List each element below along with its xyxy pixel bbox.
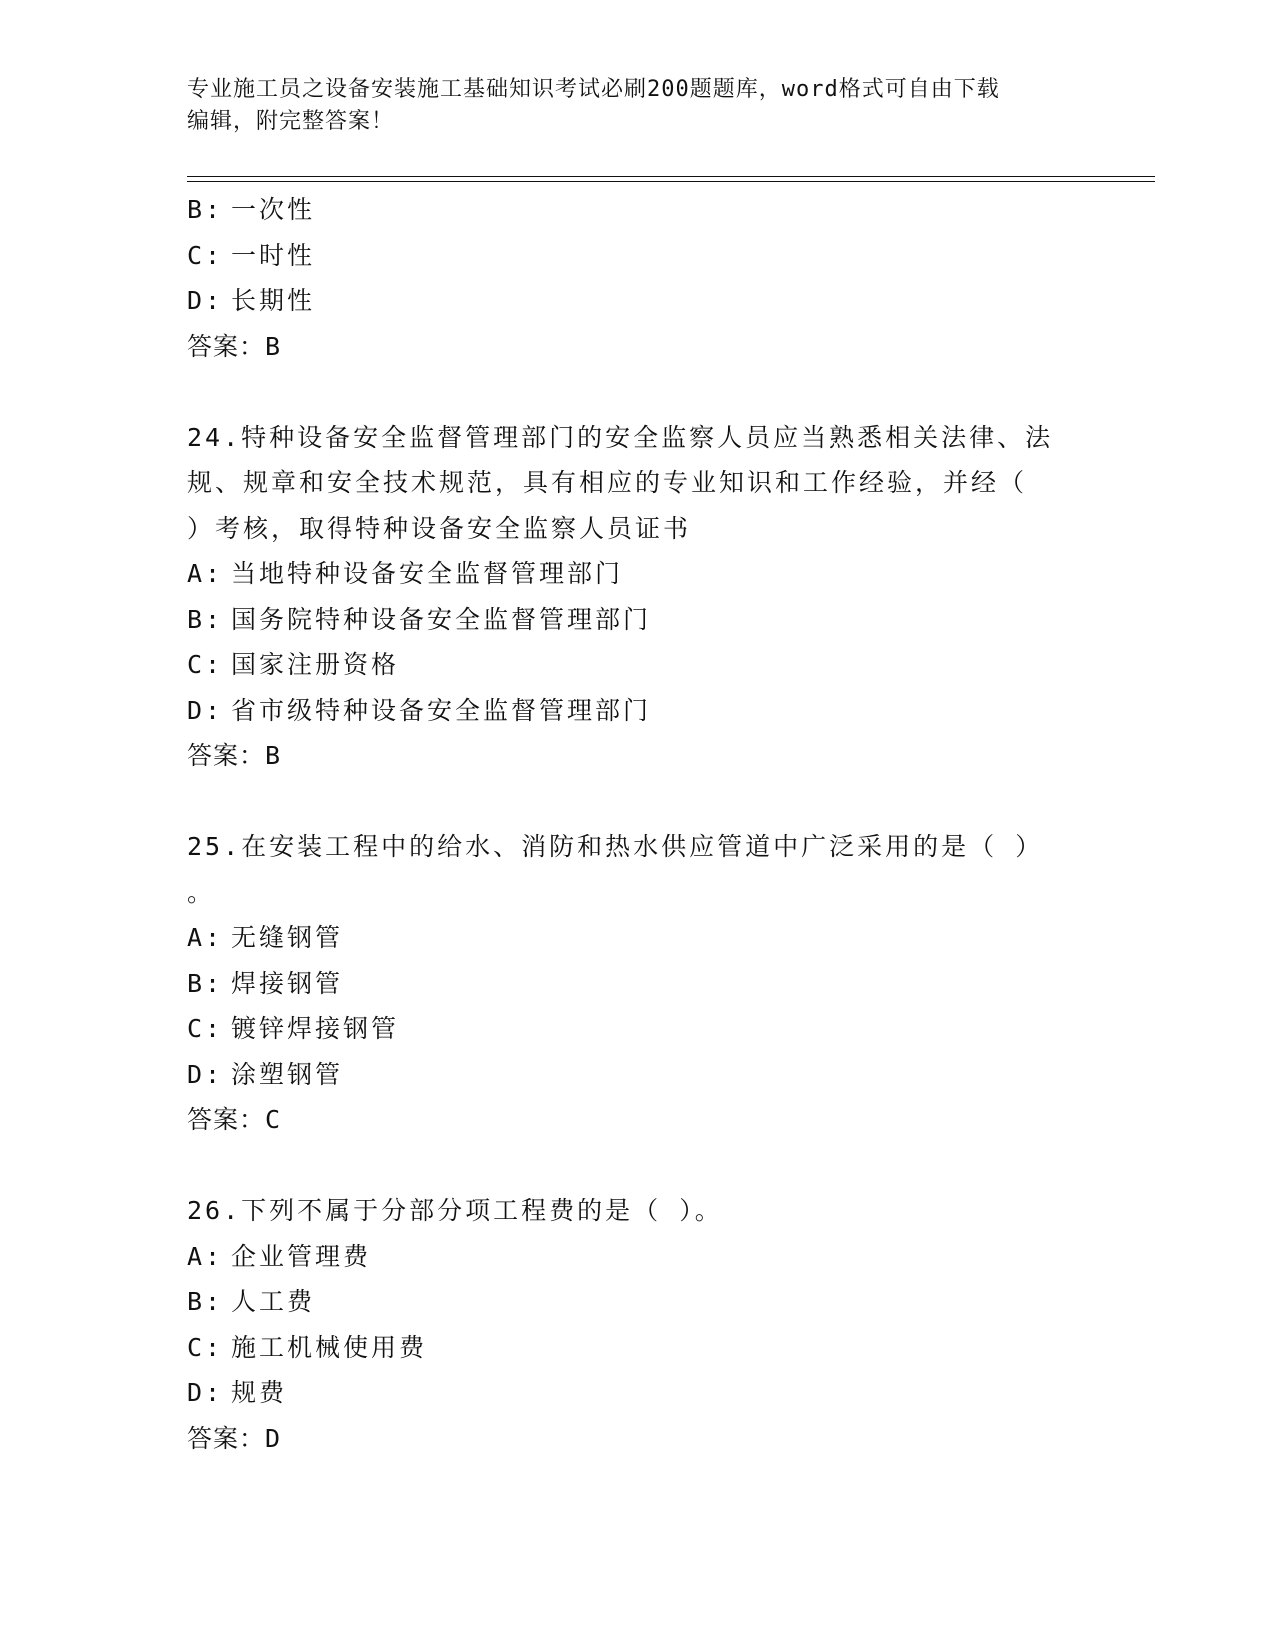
option-text: 施工机械使用费 <box>231 1332 428 1362</box>
answer-option <box>187 597 1087 643</box>
answer-option <box>187 915 1087 961</box>
answer-option <box>187 278 1087 324</box>
option-key: A: <box>187 559 224 588</box>
answer-option <box>187 688 1087 734</box>
option-key: B: <box>187 604 224 634</box>
option-key: D: <box>187 286 224 315</box>
question-block <box>187 824 1087 1143</box>
question-stem-line: 。 <box>187 877 216 907</box>
answer-option <box>187 1234 1087 1280</box>
document-header <box>187 74 1067 138</box>
option-key: C: <box>187 1332 224 1362</box>
option-text: 国务院特种设备安全监督管理部门 <box>231 604 652 634</box>
option-key: D: <box>187 1059 224 1089</box>
question-block <box>187 415 1087 779</box>
option-text: 一次性 <box>231 195 316 224</box>
question-spacer <box>187 779 1087 825</box>
option-key: A: <box>187 1241 224 1271</box>
question-spacer <box>187 369 1087 415</box>
answer-line: 答案：B <box>187 741 282 770</box>
option-key: C: <box>187 240 224 270</box>
question-spacer <box>187 1143 1087 1189</box>
answer-option <box>187 1279 1087 1325</box>
question-stem-line: 规、规章和安全技术规范，具有相应的专业知识和工作经验，并经（ <box>187 468 1028 497</box>
answer-option <box>187 642 1087 688</box>
answer-line: 答案：C <box>187 1105 282 1134</box>
option-text: 企业管理费 <box>231 1241 372 1271</box>
option-key: B: <box>187 1287 224 1316</box>
option-text: 国家注册资格 <box>231 650 400 679</box>
option-text: 涂塑钢管 <box>231 1059 344 1089</box>
question-list <box>187 187 1087 1461</box>
option-text: 焊接钢管 <box>231 968 344 998</box>
option-text: 一时性 <box>231 240 316 270</box>
answer-option <box>187 1370 1087 1416</box>
answer-option <box>187 961 1087 1007</box>
option-key: D: <box>187 1378 224 1407</box>
answer-option <box>187 1006 1087 1052</box>
option-text: 长期性 <box>231 286 316 315</box>
option-key: C: <box>187 650 224 679</box>
answer-option <box>187 1325 1087 1371</box>
question-block <box>187 1188 1087 1461</box>
answer-line: 答案：D <box>187 1423 282 1453</box>
answer-option <box>187 233 1087 279</box>
answer-line: 答案：B <box>187 331 282 361</box>
option-key: A: <box>187 923 224 952</box>
answer-option <box>187 1052 1087 1098</box>
answer-option <box>187 187 1087 233</box>
option-text: 省市级特种设备安全监督管理部门 <box>231 695 652 725</box>
option-text: 人工费 <box>231 1287 316 1316</box>
option-key: B: <box>187 968 224 998</box>
option-text: 当地特种设备安全监督管理部门 <box>231 559 624 588</box>
header-divider-bottom <box>187 181 1155 182</box>
option-key: C: <box>187 1014 224 1043</box>
question-stem-line: 25.在安装工程中的给水、消防和热水供应管道中广泛采用的是（ ） <box>187 832 1044 861</box>
option-text: 规费 <box>231 1378 288 1407</box>
option-text: 无缝钢管 <box>231 923 344 952</box>
header-divider-top <box>187 176 1155 177</box>
question-stem-line: 26.下列不属于分部分项工程费的是（ ）。 <box>187 1196 723 1225</box>
header-line-1: 专业施工员之设备安装施工基础知识考试必刷200题题库，word格式可自由下载 <box>187 77 1000 102</box>
option-text: 镀锌焊接钢管 <box>231 1014 400 1043</box>
question-block <box>187 187 1087 369</box>
option-key: D: <box>187 695 224 725</box>
option-key: B: <box>187 195 224 224</box>
question-stem-line: 24.特种设备安全监督管理部门的安全监察人员应当熟悉相关法律、法 <box>187 422 1054 452</box>
answer-option <box>187 551 1087 597</box>
header-line-2: 编辑，附完整答案！ <box>187 109 395 134</box>
question-stem-line: ）考核，取得特种设备安全监察人员证书 <box>187 513 692 543</box>
